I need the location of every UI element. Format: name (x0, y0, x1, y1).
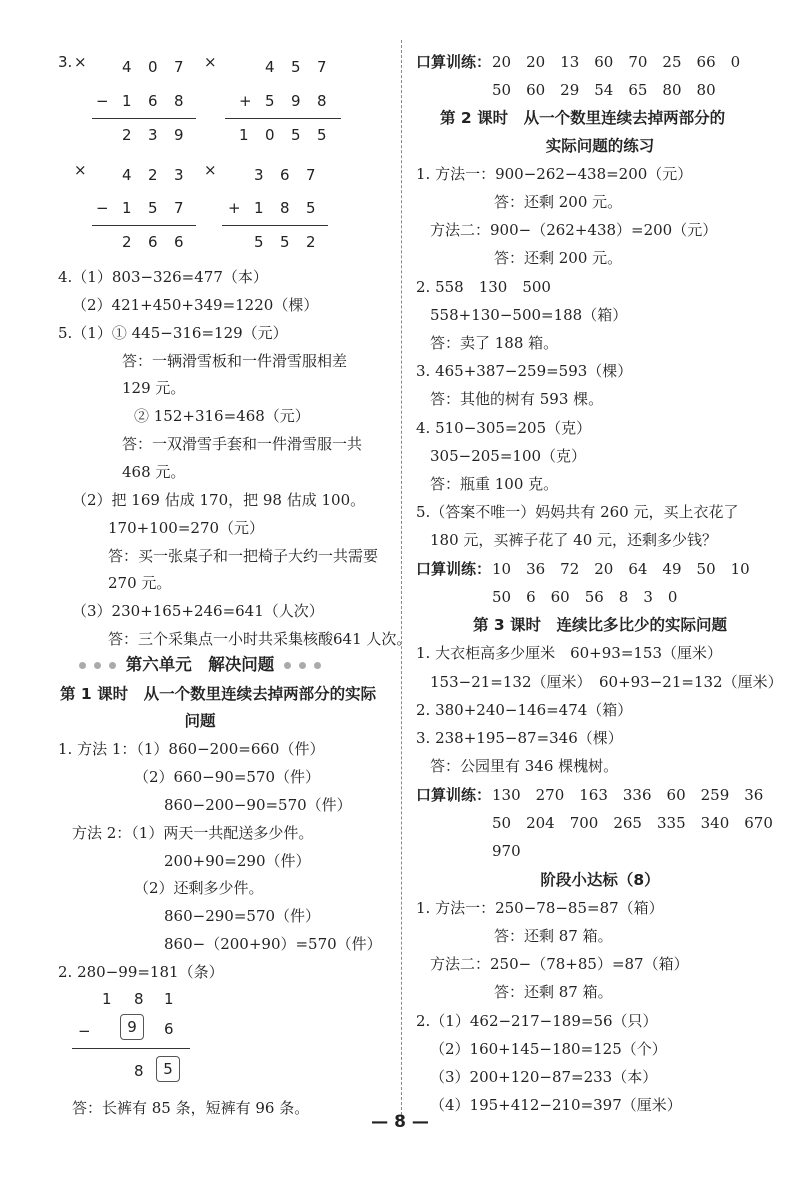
wrong-mark-2: × (204, 53, 217, 71)
unit-title-text: 第六单元 解决问题 (125, 655, 275, 674)
answer-line: 2. 380+240−146=474（箱） (416, 701, 633, 719)
answer-line: （2）160+145−180=125（个） (430, 1040, 667, 1058)
answer-line: 答：其他的树有 593 棵。 (430, 390, 604, 408)
dot-icon (79, 662, 86, 669)
calc-line (92, 225, 196, 226)
digit: 7 (174, 199, 184, 217)
digit: 6 (164, 1020, 174, 1038)
digit: 5 (317, 126, 327, 144)
answer-line: 答：还剩 200 元。 (494, 249, 623, 267)
wrong-mark-3: × (74, 161, 87, 179)
oral-practice-label: 口算训练： (416, 786, 492, 804)
answer-line: （2）660−90=570（件） (134, 768, 321, 786)
answer-line: 答：还剩 87 箱。 (494, 983, 613, 1001)
digit: 1 (164, 990, 174, 1008)
answer-line: 558+130−500=188（箱） (430, 306, 628, 324)
answer-line: 答：一辆滑雪板和一件滑雪服相差 (122, 352, 348, 370)
operator: + (239, 92, 252, 110)
digit: 7 (174, 58, 184, 76)
digit: 2 (306, 233, 316, 251)
digit: 8 (134, 990, 144, 1008)
lesson-2-title: 第 2 课时 从一个数里连续去掉两部分的 (440, 109, 726, 127)
oral-practice-answers: 50 204 700 265 335 340 670 (492, 814, 773, 832)
digit: 1 (122, 199, 132, 217)
answer-line: 1. 大衣柜高多少厘米 60+93=153（厘米） (416, 644, 723, 662)
digit: 9 (174, 126, 184, 144)
answer-line: 468 元。 (122, 463, 186, 481)
calc-line (222, 225, 328, 226)
digit: 0 (265, 126, 275, 144)
answer-line: 答：公园里有 346 棵槐树。 (430, 757, 619, 775)
calc-line (72, 1048, 190, 1049)
answer-line: ② 152+316=468（元） (134, 407, 310, 425)
answer-line: 答：瓶重 100 克。 (430, 475, 559, 493)
digit: 8 (134, 1062, 144, 1080)
answer-line: 5.（答案不唯一）妈妈共有 260 元，买上衣花了 (416, 503, 739, 521)
answer-line: 4.（1）803−326=477（本） (58, 268, 268, 286)
digit: 2 (122, 126, 132, 144)
digit: 5 (265, 92, 275, 110)
digit: 3 (254, 166, 264, 184)
digit: 0 (148, 58, 158, 76)
blank-box: 9 (120, 1014, 144, 1040)
answer-line: 答：卖了 188 箱。 (430, 334, 559, 352)
oral-practice-label: 口算训练： (416, 53, 492, 71)
calc-line (225, 118, 341, 119)
answer-line: 153−21=132（厘米） 60+93−21=132（厘米） (430, 673, 783, 691)
calc-line (92, 118, 196, 119)
lesson-2-title-cont: 实际问题的练习 (545, 137, 655, 155)
unit-title (0, 655, 400, 675)
digit: 8 (280, 199, 290, 217)
answer-line: 方法 2：（1）两天一共配送多少件。 (72, 824, 314, 842)
answer-line: 5.（1）① 445−316=129（元） (58, 324, 288, 342)
answer-line: 860−290=570（件） (164, 907, 321, 925)
digit: 4 (122, 58, 132, 76)
digit: 9 (291, 92, 301, 110)
digit: 1 (102, 990, 112, 1008)
answer-line: 方法二：900−（262+438）=200（元） (430, 221, 718, 239)
oral-practice-label: 口算训练： (416, 560, 492, 578)
answer-line: （2）把 169 估成 170，把 98 估成 100。 (72, 491, 366, 509)
oral-practice-answers: 50 6 60 56 8 3 0 (492, 588, 678, 606)
operator: − (96, 199, 109, 217)
answer-line: 305−205=100（克） (430, 447, 587, 465)
digit: 1 (254, 199, 264, 217)
digit: 6 (148, 92, 158, 110)
digit: 4 (122, 166, 132, 184)
answer-line: 答：三个采集点一小时共采集核酸641 人次。 (108, 630, 412, 648)
dot-icon (284, 662, 291, 669)
answer-line: 答：还剩 87 箱。 (494, 927, 613, 945)
operator: − (96, 92, 109, 110)
digit: 2 (148, 166, 158, 184)
digit: 5 (254, 233, 264, 251)
answer-line: 1. 方法 1：（1）860−200=660（件） (58, 740, 325, 758)
answer-line: 129 元。 (122, 379, 186, 397)
answer-line: 2. 558 130 500 (416, 278, 551, 296)
digit: 6 (280, 166, 290, 184)
digit: 6 (148, 233, 158, 251)
answer-line: 2.（1）462−217−189=56（只） (416, 1012, 658, 1030)
answer-line: 答：一双滑雪手套和一件滑雪服一共 (122, 435, 363, 453)
answer-line: 180 元，买裤子花了 40 元，还剩多少钱？ (430, 531, 718, 549)
digit: 5 (280, 233, 290, 251)
answer-line: （2）421+450+349=1220（棵） (72, 296, 319, 314)
operator: + (228, 199, 241, 217)
oral-practice-answers: 10 36 72 20 64 49 50 10 (492, 560, 750, 578)
digit: 1 (239, 126, 249, 144)
answer-line: 1. 方法一：250−78−85=87（箱） (416, 899, 664, 917)
oral-practice-answers: 130 270 163 336 60 259 36 (492, 786, 764, 804)
dot-icon (109, 662, 116, 669)
digit: 4 (265, 58, 275, 76)
digit: 5 (291, 58, 301, 76)
lesson-1-title: 第 1 课时 从一个数里连续去掉两部分的实际 (60, 685, 377, 703)
stage-test-title: 阶段小达标（8） (540, 871, 660, 889)
digit: 5 (306, 199, 316, 217)
digit: 2 (122, 233, 132, 251)
operator: − (78, 1022, 91, 1040)
answer-line: （2）还剩多少件。 (134, 879, 264, 897)
dot-icon (314, 662, 321, 669)
answer-line: 3. 238+195−87=346（棵） (416, 729, 623, 747)
answer-line: 3. 465+387−259=593（棵） (416, 362, 633, 380)
blank-box: 5 (156, 1056, 180, 1082)
answer-line: 860−（200+90）=570（件） (164, 935, 382, 953)
answer-line: （3）200+120−87=233（本） (430, 1068, 658, 1086)
wrong-mark-4: × (204, 161, 217, 179)
digit: 5 (148, 199, 158, 217)
answer-line: 2. 280−99=181（条） (58, 963, 224, 981)
digit: 5 (291, 126, 301, 144)
page-number: — 8 — (371, 1112, 429, 1132)
answer-line: 方法二：250−（78+85）=87（箱） (430, 955, 689, 973)
lesson-1-title-cont: 问题 (184, 712, 216, 730)
digit: 7 (317, 58, 327, 76)
dot-icon (94, 662, 101, 669)
digit: 8 (317, 92, 327, 110)
digit: 7 (306, 166, 316, 184)
problem-3-label: 3. (58, 53, 73, 71)
digit: 8 (174, 92, 184, 110)
answer-line: 答：买一张桌子和一把椅子大约一共需要 (108, 547, 379, 565)
dot-icon (299, 662, 306, 669)
digit: 3 (148, 126, 158, 144)
answer-line: 答：长裤有 85 条，短裤有 96 条。 (72, 1099, 310, 1117)
digit: 6 (174, 233, 184, 251)
wrong-mark-1: × (74, 53, 87, 71)
answer-line: 270 元。 (108, 574, 172, 592)
answer-line: 答：还剩 200 元。 (494, 193, 623, 211)
digit: 1 (122, 92, 132, 110)
answer-line: 860−200−90=570（件） (164, 796, 352, 814)
answer-line: 1. 方法一：900−262−438=200（元） (416, 165, 693, 183)
answer-line: 4. 510−305=205（克） (416, 419, 592, 437)
column-divider (401, 40, 402, 1120)
digit: 3 (174, 166, 184, 184)
lesson-3-title: 第 3 课时 连续比多比少的实际问题 (472, 616, 728, 634)
oral-practice-answers: 20 20 13 60 70 25 66 0 (492, 53, 741, 71)
answer-line: 200+90=290（件） (164, 852, 311, 870)
oral-practice-answers: 970 (492, 842, 521, 860)
answer-line: 170+100=270（元） (108, 519, 265, 537)
answer-line: （3）230+165+246=641（人次） (72, 602, 324, 620)
answer-line: （4）195+412−210=397（厘米） (430, 1096, 682, 1114)
oral-practice-answers: 50 60 29 54 65 80 80 (492, 81, 716, 99)
